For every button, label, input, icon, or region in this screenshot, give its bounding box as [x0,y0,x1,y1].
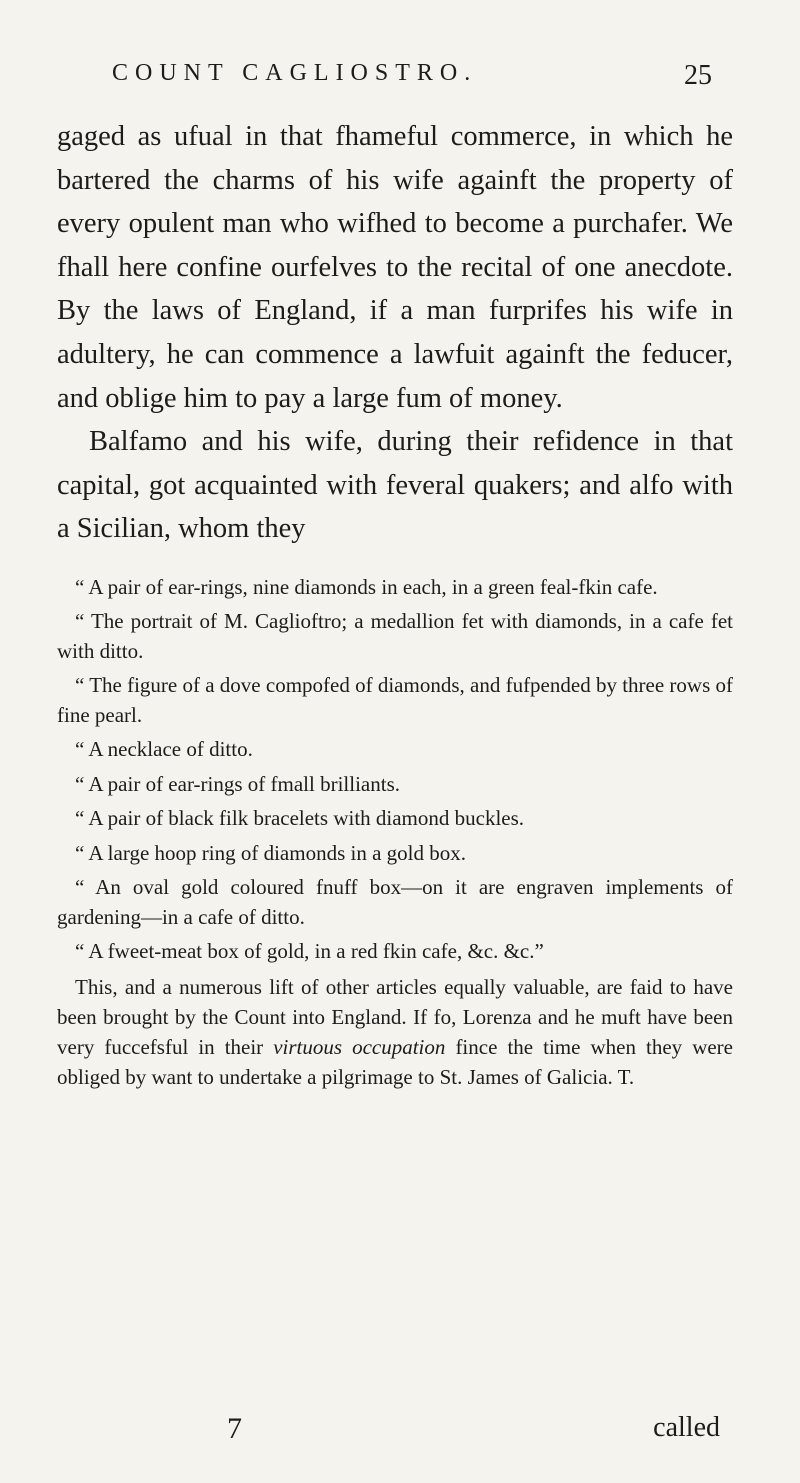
list-item: “ The figure of a dove compofed of diamonds, and fufpended by three rows of fine pearl. [57,673,733,727]
list-item: “ A pair of ear-rings, nine diamonds in each, in a green feal-fkin cafe. [75,574,658,599]
list-item: “ An oval gold coloured fnuff box—on it are engraven implements of gardening—in a cafe of ditto. [57,875,733,929]
list-item: “ A necklace of ditto. [75,737,253,762]
body-text [57,115,733,1092]
closing-text-end: fince the time when they were obliged by want to undertake a pilgrimage to St. James of Galicia. T. [57,1034,733,1089]
signature-mark: 7 [227,1412,242,1445]
page-footer [100,1412,720,1452]
closing-text-start: This, and a numerous lift of other articles equally valuable, are faid to have been brought by the Count into England. If fo, Lorenza and he muft have been very fuccefsful in their [57,974,733,1059]
list-item: “ A pair of ear-rings of fmall brilliants. [75,771,400,796]
page-number: 25 [684,60,712,91]
closing-paragraph [57,972,733,1092]
list-item: “ The portrait of M. Caglioftro; a medallion fet with diamonds, in a cafe fet with ditto. [57,609,733,663]
list-item: “ A fweet-meat box of gold, in a red fkin cafe, &c. &c.” [75,939,544,964]
list-item: “ A pair of black filk bracelets with diamond buckles. [75,806,525,831]
paragraph: Balfamo and his wife, during their refidence in that capital, got acquainted with feveral quakers; and alfo with a Sicilian, whom they [57,426,733,545]
list-item: “ A large hoop ring of diamonds in a gold box. [75,840,466,865]
running-title: COUNT CAGLIOSTRO. [112,60,478,86]
paragraph: gaged as ufual in that fhameful commerce, in which he bartered the charms of his wife againft the property of every opulent man who wifhed to become a purchafer. We fhall here confine ourfelves to the recital of one anecdote. By the laws of England, if a man furprifes his wife in adultery, he can commence a lawfuit againft the feducer, and oblige him to pay a large fum of money. [57,121,733,414]
closing-emphasis: virtuous occupation [273,1034,446,1059]
jewel-inventory-list [57,573,733,967]
catchword: called [653,1412,720,1443]
page-header [112,60,712,104]
